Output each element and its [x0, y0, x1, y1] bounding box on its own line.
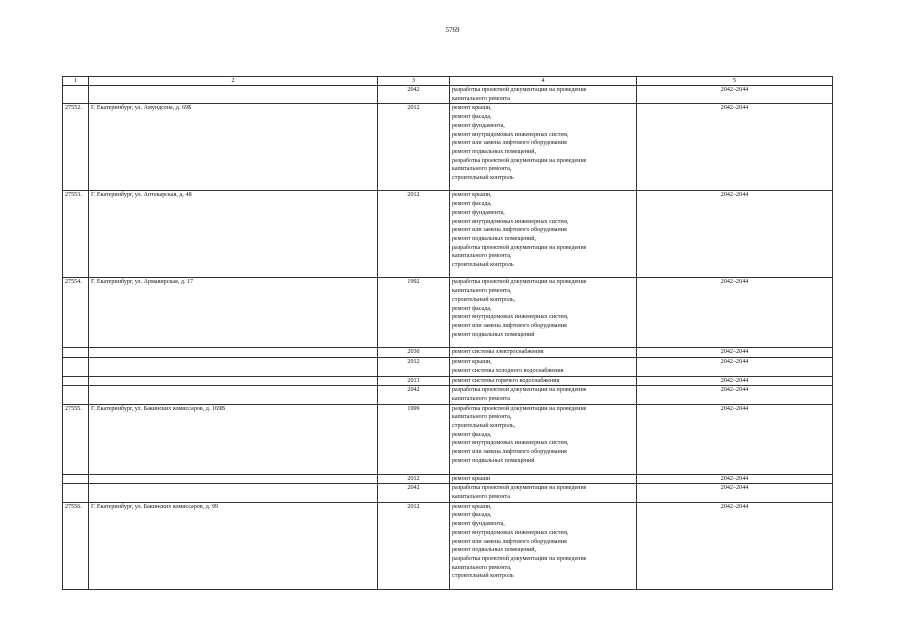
column-number: 1 — [63, 77, 89, 86]
period-cell: 2042–2044 — [637, 191, 833, 278]
year-cell: 2042 — [378, 86, 450, 104]
table-row — [63, 358, 833, 376]
works-cell: ремонт системы электроснабжения — [450, 348, 637, 358]
row-number-cell — [63, 386, 89, 404]
row-number-cell: 27554. — [63, 278, 89, 348]
table-body — [63, 77, 833, 590]
year-cell: 1999 — [378, 404, 450, 474]
period-cell: 2042–2044 — [637, 474, 833, 484]
address-cell: Г. Екатеринбург, ул. Амундсена, д. 69Б — [89, 104, 378, 191]
works-cell: ремонт системы горячего водоснабжения — [450, 376, 637, 386]
year-cell: 2013 — [378, 376, 450, 386]
capital-repair-table — [62, 76, 833, 590]
period-cell: 2042–2044 — [637, 502, 833, 589]
column-number: 4 — [450, 77, 637, 86]
table-row — [63, 484, 833, 502]
table-row — [63, 376, 833, 386]
address-cell — [89, 386, 378, 404]
period-cell: 2042–2044 — [637, 104, 833, 191]
table-row — [63, 474, 833, 484]
period-cell: 2042–2044 — [637, 278, 833, 348]
page-number: 5769 — [445, 26, 460, 34]
period-cell: 2042–2044 — [637, 404, 833, 474]
year-cell: 2012 — [378, 358, 450, 376]
year-cell: 2012 — [378, 474, 450, 484]
address-cell — [89, 376, 378, 386]
works-cell: ремонт крыши, ремонт системы холодного водоснабжения — [450, 358, 637, 376]
row-number-cell — [63, 484, 89, 502]
year-cell: 2012 — [378, 191, 450, 278]
row-number-cell — [63, 86, 89, 104]
table-row — [63, 278, 833, 348]
works-cell: разработка проектной документации на проведение капитального ремонта — [450, 386, 637, 404]
table-row — [63, 191, 833, 278]
column-number: 2 — [89, 77, 378, 86]
address-cell — [89, 86, 378, 104]
table-row — [63, 386, 833, 404]
row-number-cell — [63, 376, 89, 386]
year-cell: 2012 — [378, 104, 450, 191]
works-cell: разработка проектной документации на проведение капитального ремонта — [450, 484, 637, 502]
row-number-cell: 27553. — [63, 191, 89, 278]
address-cell — [89, 484, 378, 502]
address-cell: Г. Екатеринбург, ул. Армавирская, д. 17 — [89, 278, 378, 348]
period-cell: 2042–2044 — [637, 484, 833, 502]
year-cell: 1992 — [378, 278, 450, 348]
period-cell: 2042–2044 — [637, 376, 833, 386]
column-number: 3 — [378, 77, 450, 86]
address-cell: Г. Екатеринбург, ул. Бакинских комиссаров, д. 169В — [89, 404, 378, 474]
address-cell: Г. Екатеринбург, ул. Бакинских комиссаров, д. 99 — [89, 502, 378, 589]
works-cell: разработка проектной документации на проведение капитального ремонта, строительный контроль, ремонт фасада, ремонт внутридомовых инженерных систем, ремонт или замена лифтового оборудования ремонт подвальных помещений — [450, 404, 637, 474]
works-cell: ремонт крыши, ремонт фасада, ремонт фундамента, ремонт внутридомовых инженерных систем, ремонт или замена лифтового оборудования ремонт подвальных помещений, разработка проектной документации на проведение капитального ремонта, строительный контроль — [450, 104, 637, 191]
address-cell — [89, 358, 378, 376]
table-row — [63, 348, 833, 358]
table-row — [63, 104, 833, 191]
row-number-cell — [63, 348, 89, 358]
year-cell: 2012 — [378, 502, 450, 589]
column-number-row — [63, 77, 833, 86]
period-cell: 2042–2044 — [637, 358, 833, 376]
address-cell — [89, 474, 378, 484]
row-number-cell: 27556. — [63, 502, 89, 589]
address-cell: Г. Екатеринбург, ул. Аптекарская, д. 48 — [89, 191, 378, 278]
column-number: 5 — [637, 77, 833, 86]
works-cell: ремонт крыши — [450, 474, 637, 484]
table-row — [63, 502, 833, 589]
period-cell: 2042–2044 — [637, 386, 833, 404]
year-cell: 2042 — [378, 484, 450, 502]
works-cell: разработка проектной документации на проведение капитального ремонта, строительный контроль, ремонт фасада, ремонт внутридомовых инженерных систем, ремонт или замена лифтового оборудования ремонт подвальных помещений — [450, 278, 637, 348]
row-number-cell — [63, 358, 89, 376]
year-cell: 2042 — [378, 386, 450, 404]
table-row — [63, 404, 833, 474]
year-cell: 2030 — [378, 348, 450, 358]
row-number-cell — [63, 474, 89, 484]
works-cell: разработка проектной документации на проведение капитального ремонта — [450, 86, 637, 104]
period-cell: 2042–2044 — [637, 86, 833, 104]
works-cell: ремонт крыши, ремонт фасада, ремонт фундамента, ремонт внутридомовых инженерных систем, ремонт или замена лифтового оборудования ремонт подвальных помещений, разработка проектной документации на проведение капитального ремонта, строительный контроль — [450, 191, 637, 278]
row-number-cell: 27552. — [63, 104, 89, 191]
row-number-cell: 27555. — [63, 404, 89, 474]
table-row — [63, 86, 833, 104]
period-cell: 2042–2044 — [637, 348, 833, 358]
works-cell: ремонт крыши, ремонт фасада, ремонт фундамента, ремонт внутридомовых инженерных систем, ремонт или замена лифтового оборудования ремонт подвальных помещений, разработка проектной документации на проведение капитального ремонта, строительный контроль — [450, 502, 637, 589]
address-cell — [89, 348, 378, 358]
